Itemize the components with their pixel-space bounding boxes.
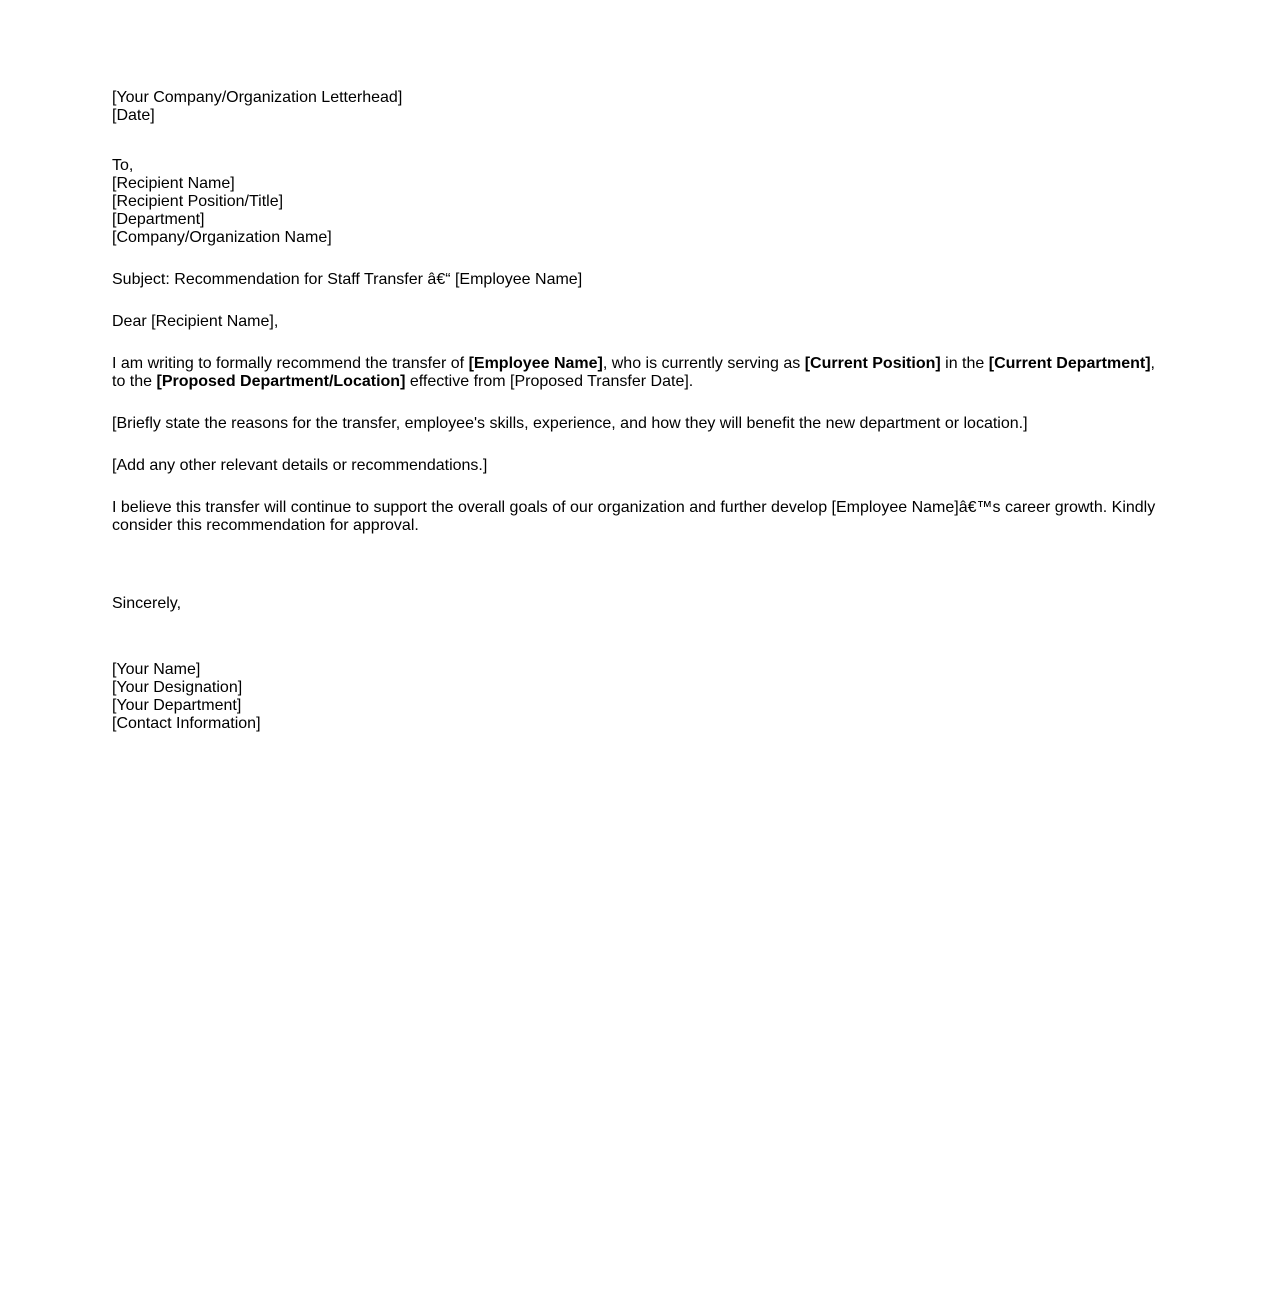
body-paragraph-intro [112, 355, 1172, 391]
current-position-placeholder: [Current Position] [804, 355, 941, 372]
body-paragraph-conclusion: I believe this transfer will continue to support the overall goals of our organization and further develop [Employee Name]â€™s career growth. Kindly consider this recommendation for approval. [112, 499, 1156, 534]
text: I am writing to formally recommend the transfer of [112, 355, 469, 372]
body-paragraph-details: [Add any other relevant details or recommendations.] [112, 457, 488, 474]
current-department-placeholder: [Current Department] [988, 355, 1151, 372]
signature-block [112, 661, 1172, 733]
recipient-to: To, [112, 157, 134, 174]
letter-document [112, 89, 1172, 733]
greeting: Dear [Recipient Name], [112, 313, 279, 330]
proposed-department-placeholder: [Proposed Department/Location] [156, 373, 406, 390]
text: effective from [Proposed Transfer Date]. [405, 373, 694, 390]
body-paragraph-reasons: [Briefly state the reasons for the transfer, employee's skills, experience, and how they will benefit the new department or location.] [112, 415, 1028, 432]
closing: Sincerely, [112, 595, 182, 612]
employee-name-placeholder: [Employee Name] [468, 355, 603, 372]
signature-designation: [Your Designation] [112, 679, 243, 696]
subject-line: Subject: Recommendation for Staff Transfer â€“ [Employee Name] [112, 271, 583, 288]
text: , to the [112, 355, 1155, 390]
recipient-block [112, 157, 1172, 247]
signature-department: [Your Department] [112, 697, 242, 714]
signature-contact: [Contact Information] [112, 715, 261, 732]
recipient-company: [Company/Organization Name] [112, 229, 332, 246]
recipient-name: [Recipient Name] [112, 175, 235, 192]
signature-name: [Your Name] [112, 661, 201, 678]
letterhead: [Your Company/Organization Letterhead] [112, 89, 403, 106]
text: in the [940, 355, 989, 372]
date: [Date] [112, 107, 155, 124]
recipient-department: [Department] [112, 211, 205, 228]
text: , who is currently serving as [602, 355, 805, 372]
recipient-position: [Recipient Position/Title] [112, 193, 284, 210]
